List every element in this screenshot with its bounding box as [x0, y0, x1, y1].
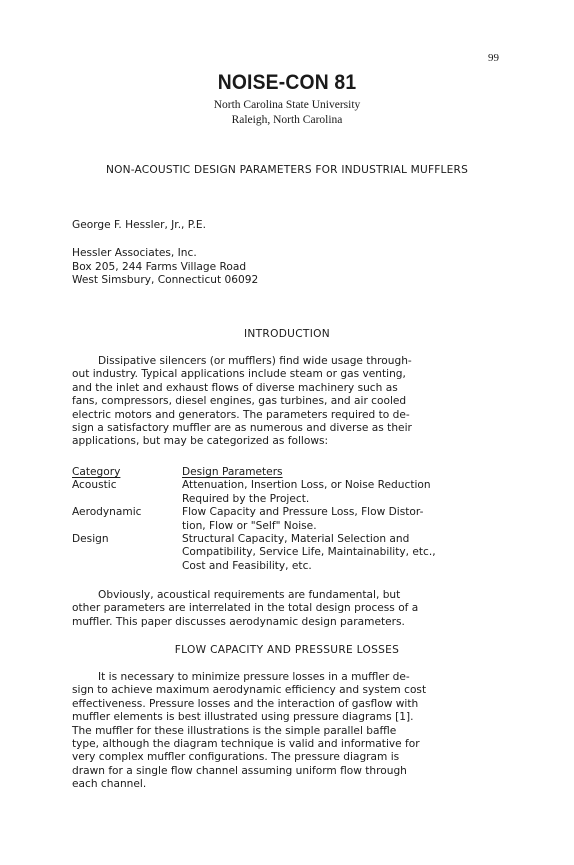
table-row: [72, 533, 502, 573]
table-cell-category: Aerodynamic: [72, 506, 142, 519]
text-line: muffler elements is best illustrated using pressure diagrams [1].: [72, 711, 414, 724]
page-number: 99: [488, 52, 499, 64]
author-name: George F. Hessler, Jr., P.E.: [72, 219, 206, 231]
paper-title: NON-ACOUSTIC DESIGN PARAMETERS FOR INDUSTRIAL MUFFLERS: [105, 164, 469, 176]
text-line: The muffler for these illustrations is the simple parallel baffle: [72, 724, 397, 737]
table-header-parameters: Design Parameters: [182, 466, 283, 478]
text-line: muffler. This paper discusses aerodynamic design parameters.: [72, 615, 405, 628]
text-line: effectiveness. Pressure losses and the interaction of gasflow with: [72, 697, 419, 710]
table-cell-category: Acoustic: [72, 479, 117, 492]
text-line: Dissipative silencers (or mufflers) find wide usage through-: [98, 355, 412, 367]
text-line: electric motors and generators. The parameters required to de-: [72, 408, 410, 421]
text-line: Obviously, acoustical requirements are fundamental, but: [98, 589, 401, 601]
design-parameters-table: [72, 466, 502, 573]
text-line: out industry. Typical applications include steam or gas venting,: [72, 368, 406, 381]
table-cell-parameters: Compatibility, Service Life, Maintainability, etc.,: [182, 546, 436, 559]
affiliation-line: West Simsbury, Connecticut 06092: [72, 274, 259, 286]
conference-location: Raleigh, North Carolina: [231, 114, 343, 126]
table-cell-parameters: Cost and Feasibility, etc.: [182, 559, 312, 572]
flow-paragraph: [72, 671, 502, 792]
table-header-category: Category: [72, 466, 121, 478]
affiliation-line: Box 205, 244 Farms Village Road: [72, 260, 247, 273]
text-line: and the inlet and exhaust flows of diverse machinery such as: [72, 381, 398, 394]
section-heading-introduction: INTRODUCTION: [244, 328, 330, 340]
table-row: [72, 479, 502, 506]
text-line: sign a satisfactory muffler are as numerous and diverse as their: [72, 422, 412, 435]
introduction-paragraph: [72, 355, 502, 449]
text-line: other parameters are interrelated in the total design process of a: [72, 602, 419, 615]
text-line: applications, but may be categorized as follows:: [72, 435, 329, 448]
conference-title: NOISE-CON 81: [217, 71, 357, 94]
text-line: fans, compressors, diesel engines, gas turbines, and air cooled: [72, 395, 407, 408]
table-row: [72, 506, 502, 533]
text-line: sign to achieve maximum aerodynamic efficiency and system cost: [72, 684, 427, 697]
section-heading-flow: FLOW CAPACITY AND PRESSURE LOSSES: [174, 644, 400, 656]
table-cell-category: Design: [72, 533, 109, 546]
table-cell-parameters: Flow Capacity and Pressure Loss, Flow Distor-: [182, 506, 424, 519]
text-line: each channel.: [72, 778, 147, 791]
conference-university: North Carolina State University: [213, 99, 361, 111]
table-cell-parameters: tion, Flow or "Self" Noise.: [182, 519, 317, 532]
affiliation-line: Hessler Associates, Inc.: [72, 247, 197, 259]
text-line: drawn for a single flow channel assuming uniform flow through: [72, 764, 407, 777]
conference-header: [0, 71, 574, 128]
table-cell-parameters: Attenuation, Insertion Loss, or Noise Reduction: [182, 479, 431, 492]
text-line: very complex muffler configurations. The pressure diagram is: [72, 751, 400, 764]
closing-paragraph: [72, 589, 502, 629]
text-line: type, although the diagram technique is valid and informative for: [72, 738, 420, 751]
table-header-row: [72, 466, 502, 479]
text-line: It is necessary to minimize pressure losses in a muffler de-: [98, 671, 410, 683]
table-cell-parameters: Structural Capacity, Material Selection and: [182, 533, 410, 546]
author-affiliation: [72, 247, 258, 288]
table-cell-parameters: Required by the Project.: [182, 492, 310, 505]
